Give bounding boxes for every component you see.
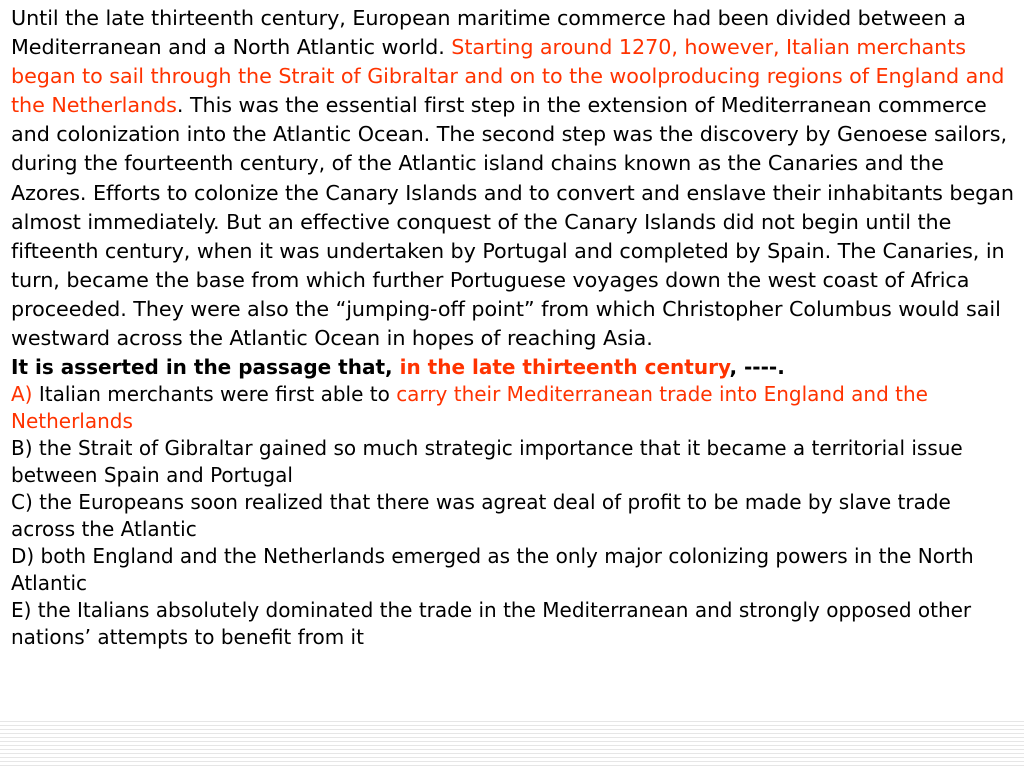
footer-stripes — [0, 718, 1024, 768]
passage-highlight: Starting around 1270, however, Italian merchants began to sail through the Strait of Gibraltar and on to the woolproducing regions of England and the Netherlands — [11, 35, 1005, 118]
question-prefix: It is asserted in the passage that, — [11, 355, 400, 380]
option-e[interactable]: E) the Italians absolutely dominated the trade in the Mediterranean and strongly opposed other nations’ attempts to benefit from it — [11, 598, 972, 650]
passage-intro: Until the late thirteenth century, European maritime commerce had been divided between a Mediterranean and a North Atlantic world. — [11, 6, 966, 60]
option-a-text: Italian merchants were first able to — [38, 382, 397, 407]
option-c[interactable]: C) the Europeans soon realized that there was agreat deal of profit to be made by slave trade across the Atlantic — [11, 490, 951, 542]
passage-rest: . This was the essential first step in the extension of Mediterranean commerce and colonization into the Atlantic Ocean. The second step was the discovery by Genoese sailors, during the fourteenth century, of the Atlantic island chains known as the Canaries and the Azores. Efforts to colonize the Canary Islands and to convert and enslave their inhabitants began almost immediately. But an effective conquest of the Canary Islands did not begin until the fifteenth century, when it was undertaken by Portugal and completed by Spain. The Canaries, in turn, became the base from which further Portuguese voyages down the west coast of Africa proceeded. They were also the “jumping-off point” from which Christopher Columbus would sail westward across the Atlantic Ocean in hopes of reaching Asia. — [11, 93, 1014, 351]
option-b[interactable]: B) the Strait of Gibraltar gained so much strategic importance that it became a territorial issue between Spain and Portugal — [11, 436, 963, 488]
question-highlight: in the late thirteenth century — [399, 355, 730, 380]
option-a[interactable] — [11, 381, 1017, 435]
question-stem — [11, 353, 1017, 381]
option-d[interactable]: D) both England and the Netherlands emerged as the only major colonizing powers in the North Atlantic — [11, 544, 974, 596]
option-a-highlight: carry their Mediterranean trade into England and the Netherlands — [11, 382, 928, 434]
reading-passage — [11, 4, 1017, 353]
question-suffix: , ----. — [729, 355, 785, 380]
slide-content — [11, 4, 1017, 651]
option-a-letter: A) — [11, 382, 39, 407]
